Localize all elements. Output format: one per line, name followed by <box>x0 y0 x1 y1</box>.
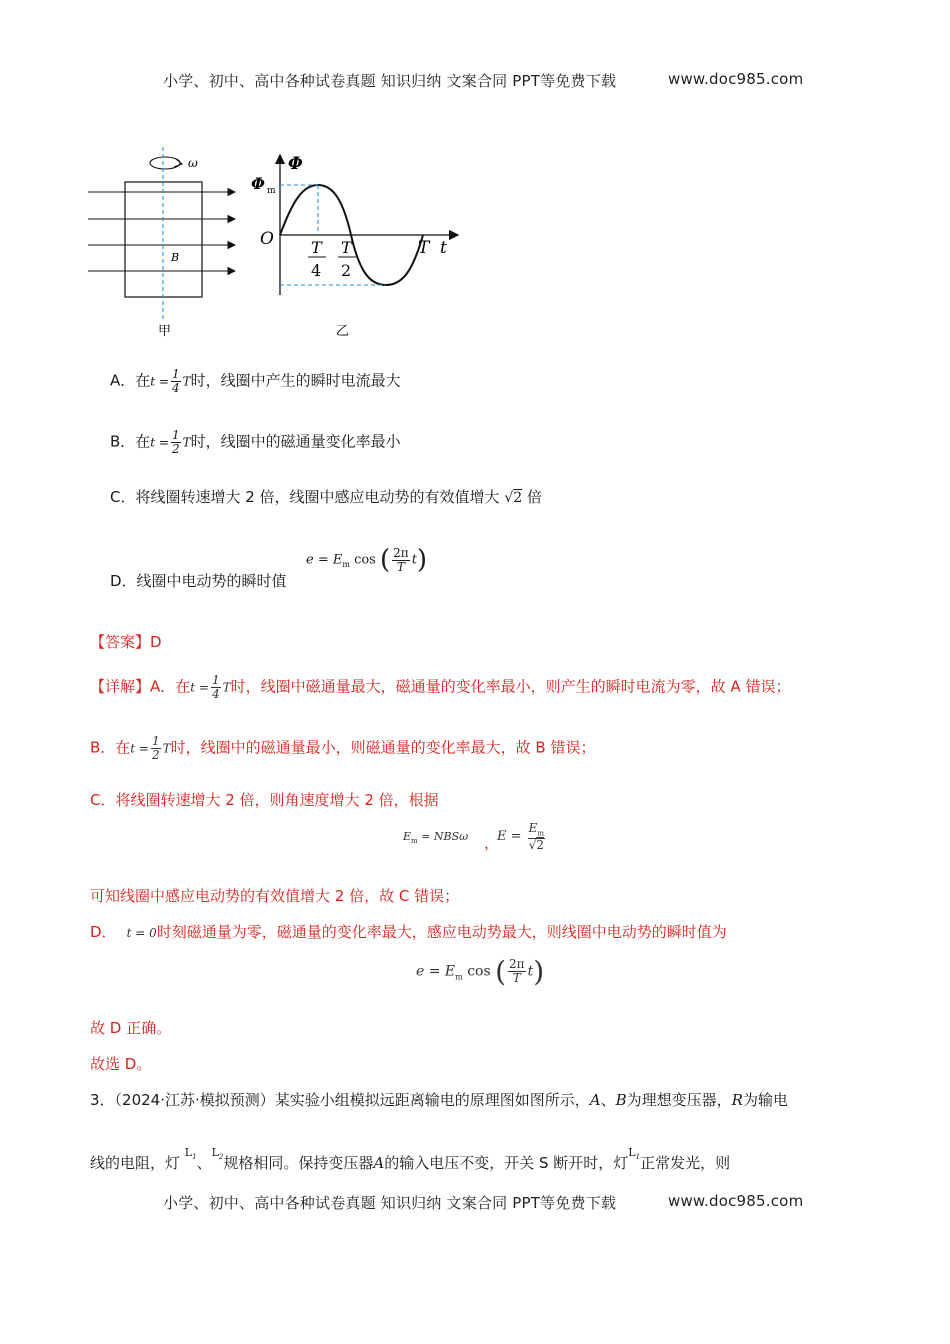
q3-line2-end: 正常发光，则 <box>640 1154 731 1172</box>
option-c-sqrt-value: 2 <box>513 490 523 506</box>
detail-c-formula1-rest: = NBSω <box>417 830 469 843</box>
q3-l1-symbol <box>184 1146 197 1162</box>
detail-c-formula1-sub: m <box>411 837 418 846</box>
q3-number: 3． <box>90 1091 115 1109</box>
option-c-text: C．将线圈转速增大 2 倍，线圈中感应电动势的有效值增大 <box>110 488 500 506</box>
q3-line2 <box>90 1146 731 1173</box>
detail-c-formula2-num: E <box>528 821 538 835</box>
period-label: T <box>418 238 430 258</box>
q3-line1-b: B <box>615 1091 627 1109</box>
option-c[interactable] <box>110 486 542 507</box>
detail-b-num: 1 <box>152 734 160 748</box>
option-c-sqrt: √2 <box>504 490 523 506</box>
detail-a-num: 1 <box>211 673 220 687</box>
option-a[interactable] <box>110 368 401 394</box>
detail-d-formula-left: e = E <box>416 963 456 980</box>
tick1-den: 4 <box>311 261 322 280</box>
flux-graph <box>248 145 463 345</box>
option-b-fraction <box>171 429 181 455</box>
q3-line1-text: （2024·江苏·模拟预测）某实验小组模拟远距离输电的原理图如图所示， <box>114 1091 590 1109</box>
option-a-num: 1 <box>171 367 180 381</box>
detail-c-formula2: E = $\frac{E_m}{√2}$ <box>497 821 545 852</box>
q3-line1-mid: 为理想变压器， <box>626 1091 732 1109</box>
q3-line2-sep: 、 <box>196 1154 212 1172</box>
coil-figure <box>80 145 250 345</box>
option-b-suffix: 时，线圈中的磁通量变化率最小 <box>190 432 401 451</box>
detail-c-formula1-e: E <box>403 830 412 843</box>
answer-label: 【答案】 <box>90 633 151 651</box>
detail-d-text: 时刻磁通量为零，磁通量的变化率最大，感应电动势最大，则线圈中电动势的瞬时值为 <box>156 923 727 941</box>
detail-b-var: T <box>162 741 171 756</box>
detail-c-text: C．将线圈转速增大 2 倍，则角速度增大 2 倍，根据 <box>90 791 439 809</box>
detail-c-formula2-den: 2 <box>536 837 544 852</box>
detail-d-formula-sub: m <box>455 972 463 982</box>
option-b-num: 1 <box>172 428 180 442</box>
option-d-formula-cos: cos <box>354 552 376 568</box>
detail-a-fraction <box>211 674 221 700</box>
q3-l2-letter: L <box>211 1146 219 1159</box>
detail-c-comma: ， <box>484 834 500 852</box>
figure-left-caption: 甲 <box>158 324 172 339</box>
q3-line2-mid: 规格相同。保持变压器 <box>223 1154 374 1172</box>
detail-d <box>90 921 727 942</box>
phi-max-label: Φ <box>251 174 265 193</box>
option-a-math: t = <box>150 374 169 389</box>
tick2-num: T <box>341 238 352 257</box>
phi-max-sub: m <box>267 186 276 196</box>
t-axis-label: t <box>440 238 447 258</box>
option-b-den: 2 <box>172 441 180 456</box>
footer-url[interactable]: www.doc985.com <box>668 1192 804 1210</box>
phi-axis-label: Φ <box>288 154 303 174</box>
q3-line1-end: 为输电 <box>742 1091 788 1109</box>
detail-a-math: t = <box>190 680 209 695</box>
field-label: B <box>171 251 180 264</box>
detail-d-formula-den: T <box>512 971 521 985</box>
detail-a-prefix: A．在 <box>150 677 191 696</box>
omega-label: ω <box>188 156 198 170</box>
tick2-den: 2 <box>341 261 352 280</box>
detail-a <box>90 674 790 700</box>
q3-line1-a: A <box>589 1091 601 1109</box>
origin-label: O <box>260 229 274 249</box>
detail-d-math: t = 0 <box>126 926 157 940</box>
q3-l2-sub: 2 <box>218 1153 224 1162</box>
option-c-suffix: 倍 <box>526 488 542 506</box>
option-d-var: t <box>411 552 417 568</box>
q3-line2-mid2: 的输入电压不变，开关 S 断开时，灯 <box>384 1154 629 1172</box>
q3-l2-symbol <box>211 1146 224 1162</box>
detail-c-formula1 <box>403 830 468 845</box>
q3-line1-r: R <box>731 1091 743 1109</box>
detail-choose: 故选 D。 <box>90 1055 152 1073</box>
detail-label: 【详解】 <box>90 677 151 696</box>
detail-b-den: 2 <box>152 747 160 762</box>
option-b-math: t = <box>150 435 169 450</box>
option-b-var: T <box>182 435 191 450</box>
q3-l1-letter-2: L <box>628 1146 636 1159</box>
answer-line <box>90 631 162 652</box>
detail-d-formula-cos: cos <box>467 963 491 980</box>
option-d-formula-left: e = E <box>306 552 343 568</box>
detail-d-formula-num: 2π <box>509 957 525 972</box>
detail-d-formula-var: t <box>527 963 534 980</box>
option-a-var: T <box>182 374 191 389</box>
option-d-den: T <box>396 559 405 574</box>
detail-c-formula2-num-sub: m <box>537 829 545 838</box>
detail-d-prefix: D． <box>90 923 117 941</box>
detail-c-conclusion: 可知线圈中感应电动势的有效值增大 2 倍，故 C 错误； <box>90 887 460 905</box>
option-a-prefix: A．在 <box>110 371 151 390</box>
q3-line2-start: 线的电阻，灯 <box>90 1154 181 1172</box>
option-b-prefix: B．在 <box>110 432 151 451</box>
detail-b-fraction <box>151 735 161 761</box>
detail-c-formula2-left: E = <box>497 829 522 845</box>
detail-b-math: t = <box>130 741 149 756</box>
option-b[interactable] <box>110 429 401 455</box>
detail-b-text: 时，线圈中的磁通量最小，则磁通量的变化率最大，故 B 错误； <box>170 738 596 757</box>
detail-a-text: 时，线圈中磁通量最大，磁通量的变化率最小，则产生的瞬时电流为零，故 A 错误； <box>230 677 791 696</box>
detail-d-formula: $e = E_m$ cos ( $\frac{2\pi}{T}$ t) <box>416 955 545 988</box>
header-url[interactable]: www.doc985.com <box>668 70 804 88</box>
q3-l1-symbol-2 <box>628 1146 641 1162</box>
detail-b-prefix: B．在 <box>90 738 131 757</box>
option-d-num: 2π <box>393 545 409 560</box>
option-d-formula-sub: m <box>342 560 350 570</box>
detail-a-var: T <box>222 680 231 695</box>
footer-text: 小学、初中、高中各种试卷真题 知识归纳 文案合同 PPT等免费下载 <box>163 1194 617 1212</box>
detail-b <box>90 735 596 761</box>
q3-l1-sub: 1 <box>192 1153 197 1162</box>
header-text: 小学、初中、高中各种试卷真题 知识归纳 文案合同 PPT等免费下载 <box>163 72 617 90</box>
option-a-den: 4 <box>171 380 180 395</box>
q3-line1 <box>90 1089 788 1110</box>
q3-line2-a: A <box>373 1154 385 1172</box>
q3-line1-sep: 、 <box>600 1091 616 1109</box>
figure-right-caption: 乙 <box>336 324 350 339</box>
option-a-suffix: 时，线圈中产生的瞬时电流最大 <box>190 371 401 390</box>
detail-d-correct: 故 D 正确。 <box>90 1019 172 1037</box>
option-a-fraction <box>171 368 181 394</box>
option-d-formula: $e = E_m$ cos ( $\frac{2\pi}{T}$ t) <box>306 545 428 575</box>
detail-a-den: 4 <box>211 686 220 701</box>
answer-value: D <box>150 633 162 651</box>
q3-l1-letter: L <box>184 1146 193 1159</box>
q3-l1-sub-2: 1 <box>635 1153 641 1162</box>
tick1-num: T <box>311 238 322 257</box>
option-d-text[interactable]: D．线圈中电动势的瞬时值 <box>110 572 287 590</box>
